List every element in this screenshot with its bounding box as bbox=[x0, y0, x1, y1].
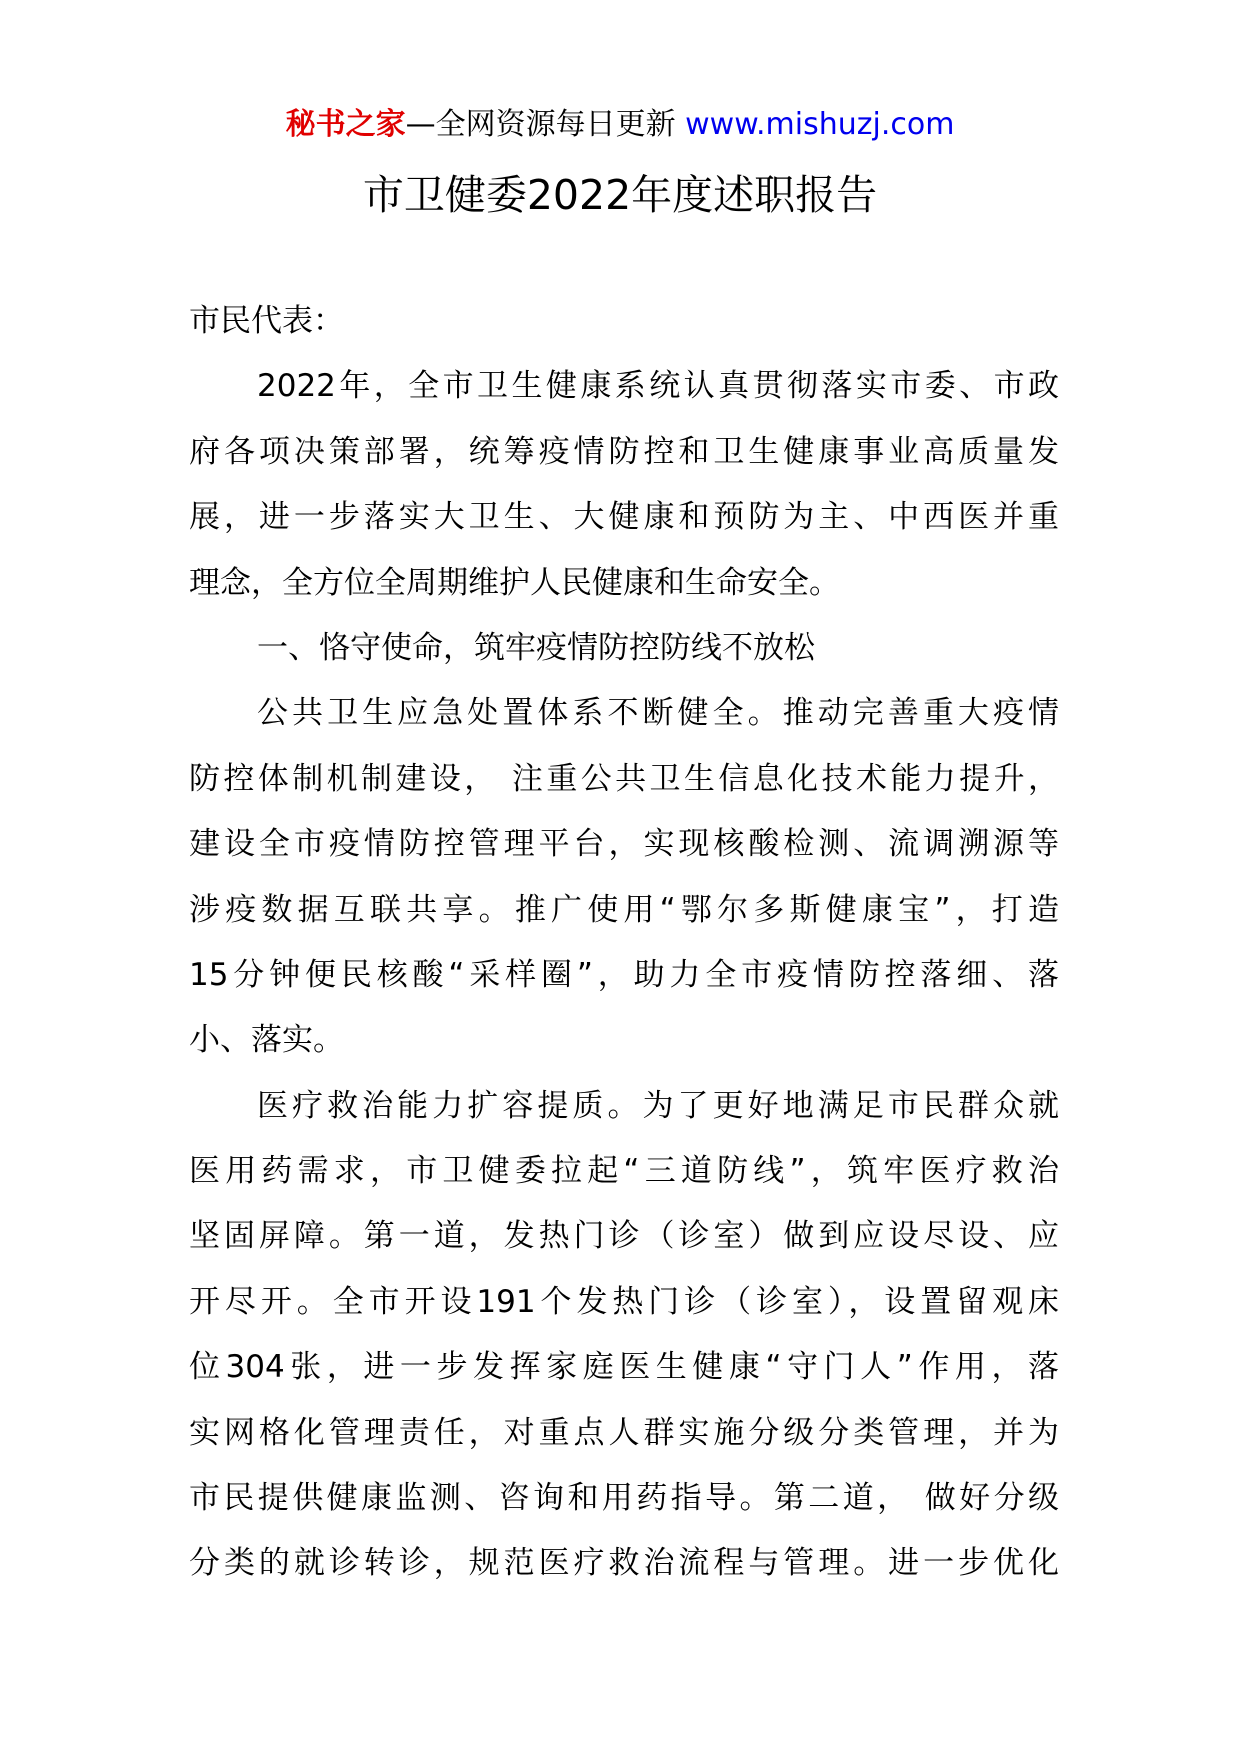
text-line: 市民提供健康监测、咨询和用药指导。第二道， 做好分级 bbox=[189, 1480, 1059, 1517]
text-line: 位304张，进一步发挥家庭医生健康“守门人”作用，落 bbox=[189, 1349, 1059, 1386]
section-heading bbox=[189, 616, 1059, 681]
paragraph-public-health bbox=[189, 681, 1059, 1073]
document-body bbox=[189, 289, 1059, 1597]
text-line: 府各项决策部署，统筹疫情防控和卫生健康事业高质量发 bbox=[189, 433, 1059, 470]
brand-name: 秘书之家 bbox=[285, 107, 406, 142]
text-line: 一、恪守使命，筑牢疫情防控防线不放松 bbox=[257, 629, 815, 666]
text-line: 小、落实。 bbox=[189, 1022, 344, 1059]
text-line: 医疗救治能力扩容提质。为了更好地满足市民群众就 bbox=[257, 1087, 1059, 1124]
document-title: 市卫健委2022年度述职报告 bbox=[362, 171, 878, 219]
text-line: 开尽开。全市开设191个发热门诊（诊室），设置留观床 bbox=[189, 1283, 1059, 1320]
text-line: 2022年，全市卫生健康系统认真贯彻落实市委、市政 bbox=[257, 368, 1059, 405]
text-line: 涉疫数据互联共享。推广使用“鄂尔多斯健康宝”，打造 bbox=[189, 891, 1059, 928]
text-line: 防控体制机制建设， 注重公共卫生信息化技术能力提升， bbox=[189, 760, 1059, 797]
banner-tagline: —全网资源每日更新 bbox=[405, 107, 686, 142]
watermark-banner bbox=[0, 102, 1240, 148]
text-line: 建设全市疫情防控管理平台，实现核酸检测、流调溯源等 bbox=[189, 826, 1059, 863]
text-line: 实网格化管理责任，对重点人群实施分级分类管理，并为 bbox=[189, 1414, 1059, 1451]
text-line: 分类的就诊转诊，规范医疗救治流程与管理。进一步优化 bbox=[189, 1545, 1059, 1582]
text-line: 展，进一步落实大卫生、大健康和预防为主、中西医并重 bbox=[189, 499, 1059, 536]
text-line: 公共卫生应急处置体系不断健全。推动完善重大疫情 bbox=[257, 695, 1059, 732]
text-line: 15分钟便民核酸“采样圈”，助力全市疫情防控落细、落 bbox=[189, 956, 1059, 993]
paragraph-medical-treatment bbox=[189, 1074, 1059, 1597]
salutation: 市民代表： bbox=[189, 303, 344, 339]
text-line: 坚固屏障。第一道，发热门诊（诊室）做到应设尽设、应 bbox=[189, 1218, 1059, 1255]
banner-url-link[interactable]: www.mishuzj.com bbox=[685, 107, 955, 142]
text-line: 理念，全方位全周期维护人民健康和生命安全。 bbox=[189, 564, 840, 601]
paragraph-intro bbox=[189, 354, 1059, 616]
text-line: 医用药需求，市卫健委拉起“三道防线”，筑牢医疗救治 bbox=[189, 1153, 1059, 1190]
